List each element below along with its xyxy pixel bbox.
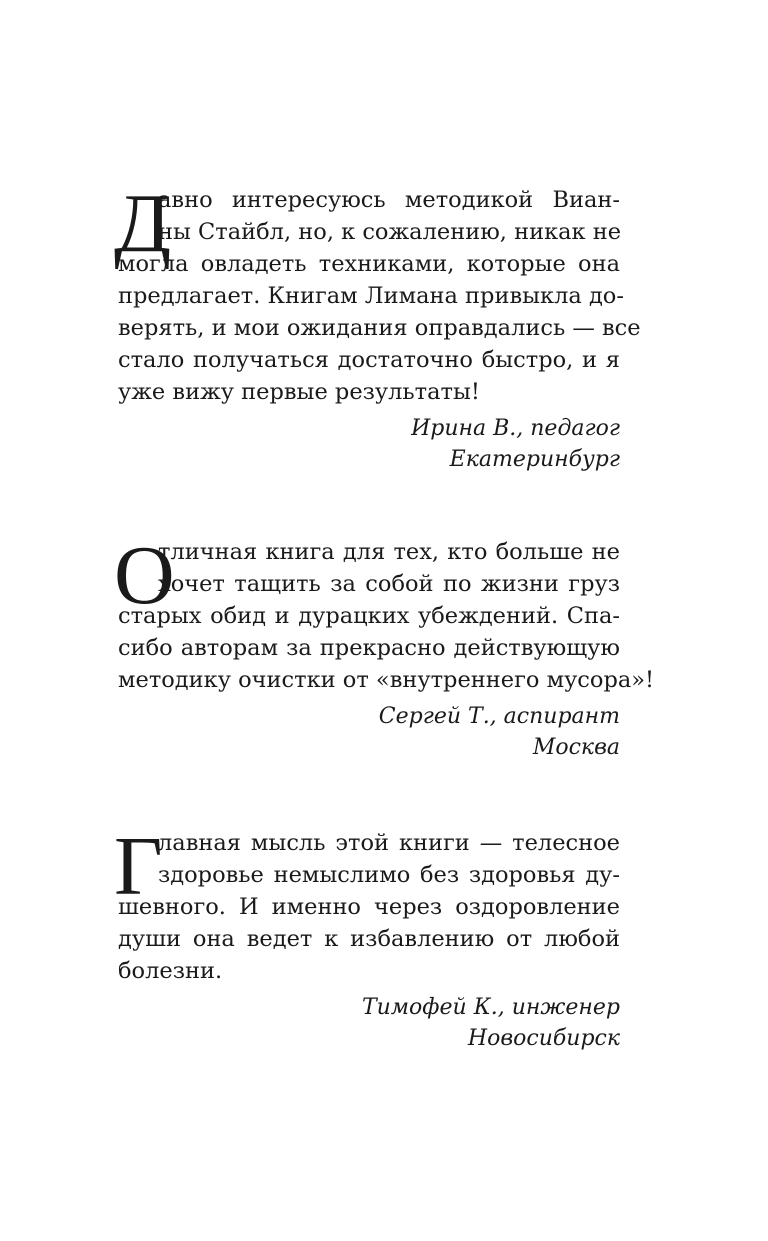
drop-cap: О (114, 529, 175, 622)
review-city: Новосибирск (467, 1026, 620, 1051)
drop-cap: Г (114, 820, 163, 913)
text-line: души она ведет к избавлению от любой (118, 926, 620, 952)
text-line: сибо авторам за прекрасно действующую (118, 635, 620, 661)
text-line: ны Стайбл, но, к сожалению, никак не (158, 219, 622, 245)
review-1 (114, 177, 641, 475)
text-line: болезни. (118, 958, 223, 984)
text-line: старых обид и дурацких убеждений. Спа- (118, 603, 620, 629)
text-line: шевного. И именно через оздоровление (118, 894, 620, 920)
text-line: предлагает. Книгам Лимана привыкла до- (118, 283, 624, 309)
text-line: авно интересуюсь методикой Виан- (158, 187, 620, 213)
review-city: Москва (532, 735, 620, 760)
drop-cap: Д (114, 177, 172, 270)
review-city: Екатеринбург (449, 447, 620, 472)
review-3 (114, 820, 620, 1054)
review-author: Ирина В., педагог (411, 416, 620, 441)
text-line: тличная книга для тех, кто больше не (158, 539, 620, 565)
text-line: лавная мысль этой книги — телесное (158, 830, 620, 856)
review-author: Тимофей К., инженер (361, 995, 620, 1020)
review-author: Сергей Т., аспирант (378, 704, 620, 729)
text-line: методику очистки от «внутреннего мусора»! (118, 667, 655, 693)
text-line: хочет тащить за собой по жизни груз (158, 571, 620, 597)
text-line: верять, и мои ожидания оправдались — все (118, 315, 641, 341)
review-2 (114, 529, 655, 763)
text-line: могла овладеть техниками, которые она (118, 251, 620, 277)
text-line: здоровье немыслимо без здоровья ду- (158, 862, 620, 888)
text-line: стало получаться достаточно быстро, и я (118, 347, 620, 373)
text-line: уже вижу первые результаты! (118, 379, 480, 405)
